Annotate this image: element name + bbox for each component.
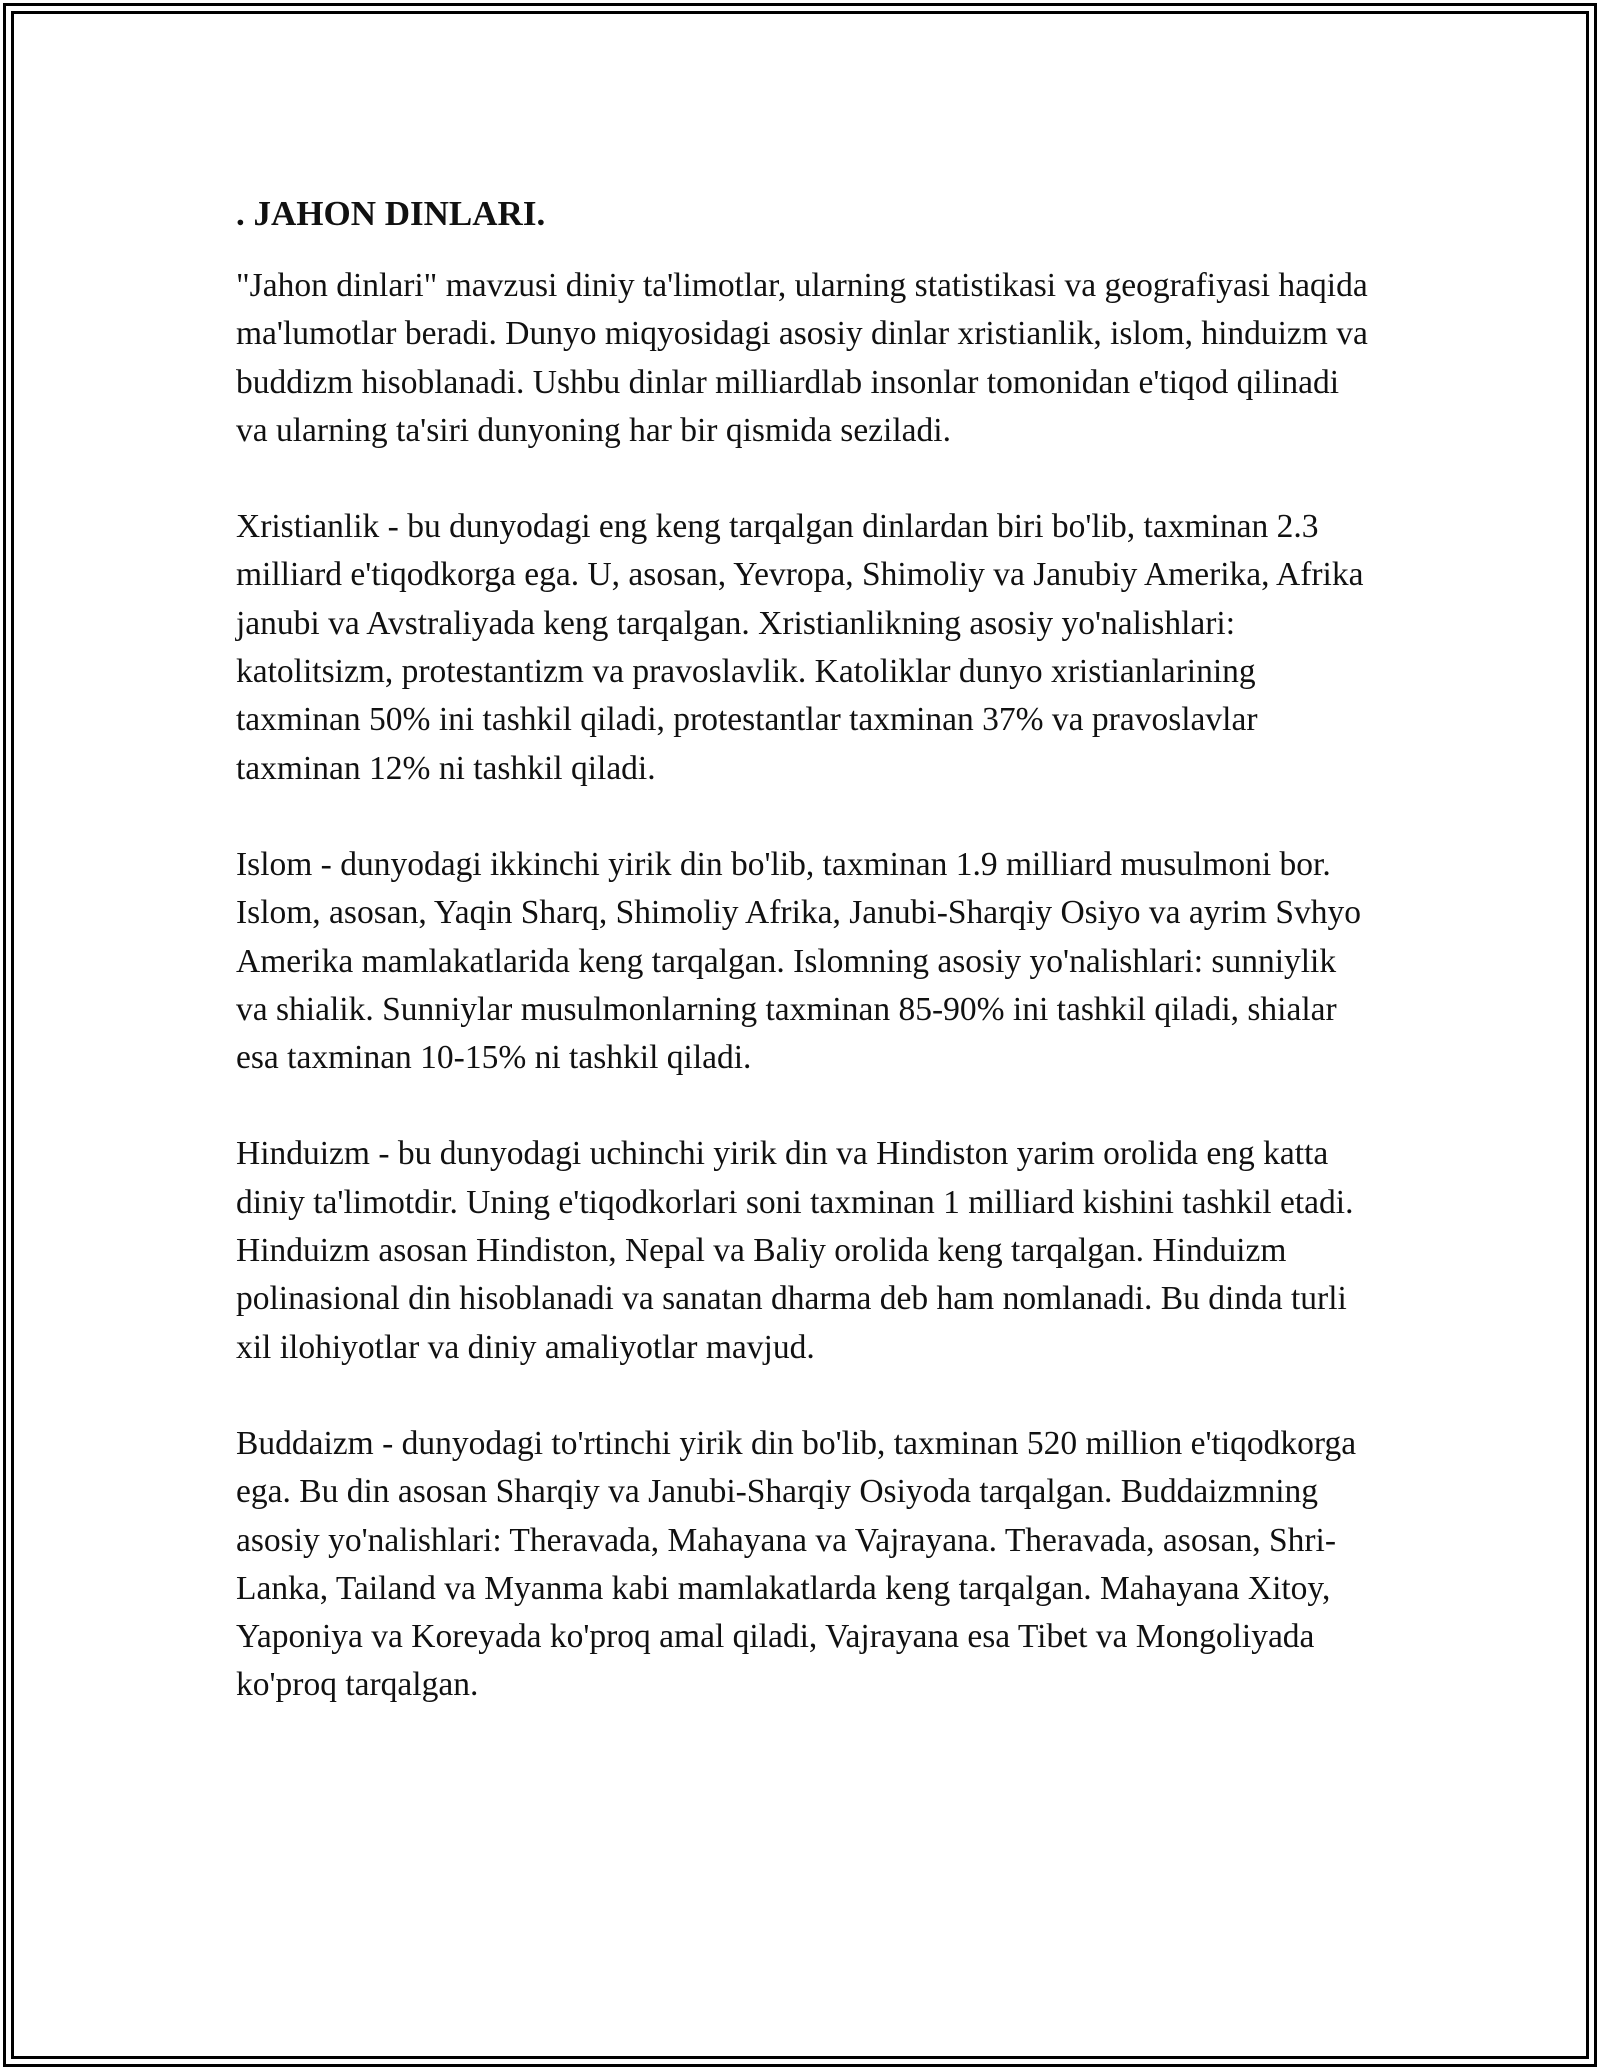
document-body	[236, 190, 1376, 1758]
paragraph-christianity: Xristianlik - bu dunyodagi eng keng tarqalgan dinlardan biri bo'lib, taxminan 2.3 milliard e'tiqodkorga ega. U, asosan, Yevropa, Shimoliy va Janubiy Amerika, Afrika janubi va Avstraliyada keng tarqalgan. Xristianlikning asosiy yo'nalishlari: katolitsizm, protestantizm va pravoslavlik. Katoliklar dunyo xristianlarining taxminan 50% ini tashkil qiladi, protestantlar taxminan 37% va pravoslavlar taxminan 12% ni tashkil qiladi.	[236, 508, 1364, 787]
document-title: . JAHON DINLARI.	[236, 194, 546, 233]
paragraph-islam: Islom - dunyodagi ikkinchi yirik din bo'lib, taxminan 1.9 milliard musulmoni bor. Islom, asosan, Yaqin Sharq, Shimoliy Afrika, Janubi-Sharqiy Osiyo va ayrim Svhyo Amerika mamlakatlarida keng tarqalgan. Islomning asosiy yo'nalishlari: sunniylik va shialik. Sunniylar musulmonlarning taxminan 85-90% ini tashkil qiladi, shialar esa taxminan 10-15% ni tashkil qiladi.	[236, 845, 1361, 1077]
paragraph-intro: "Jahon dinlari" mavzusi diniy ta'limotlar, ularning statistikasi va geografiyasi haqida ma'lumotlar beradi. Dunyo miqyosidagi asosiy dinlar xristianlik, islom, hinduizm va buddizm hisoblanadi. Ushbu dinlar milliardlab insonlar tomonidan e'tiqod qilinadi va ularning ta'siri dunyoning har bir qismida seziladi.	[236, 267, 1368, 449]
paragraph-buddhism: Buddaizm - dunyodagi to'rtinchi yirik din bo'lib, taxminan 520 million e'tiqodkorga ega. Bu din asosan Sharqiy va Janubi-Sharqiy Osiyoda tarqalgan. Buddaizmning asosiy yo'nalishlari: Theravada, Mahayana va Vajrayana. Theravada, asosan, Shri-Lanka, Tailand va Myanma kabi mamlakatlarda keng tarqalgan. Mahayana Xitoy, Yaponiya va Koreyada ko'proq amal qiladi, Vajrayana esa Tibet va Mongoliyada ko'proq tarqalgan.	[236, 1424, 1357, 1704]
paragraph-hinduism: Hinduizm - bu dunyodagi uchinchi yirik din va Hindiston yarim orolida eng katta diniy ta'limotdir. Uning e'tiqodkorlari soni taxminan 1 milliard kishini tashkil etadi. Hinduizm asosan Hindiston, Nepal va Baliy orolida keng tarqalgan. Hinduizm polinasional din hisoblanadi va sanatan dharma deb ham nomlanadi. Bu dinda turli xil ilohiyotlar va diniy amaliyotlar mavjud.	[236, 1135, 1354, 1366]
